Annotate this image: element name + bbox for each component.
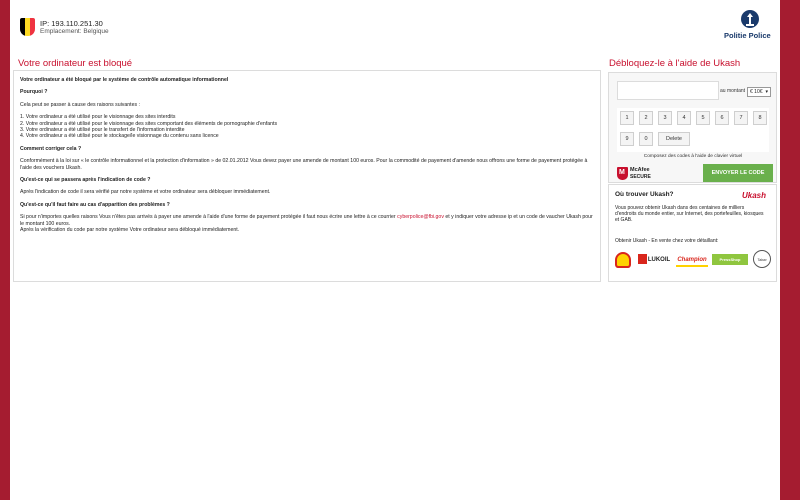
problem-text-last: Après la vérification du code par notre système Votre ordinateur sera débloqué immédiatement. [20, 227, 240, 234]
ip-address: IP: 193.110.251.30 [40, 19, 103, 28]
amount-value: € 10€ [750, 89, 763, 95]
mcafee-shield-icon: M [617, 167, 628, 180]
mcafee-brand: McAfee [630, 167, 650, 173]
amount-select[interactable] [747, 87, 771, 97]
ukash-logo: Ukash [742, 191, 767, 200]
where-to-buy-panel [608, 184, 777, 282]
lock-screen-page [10, 0, 780, 500]
tabac-logo: Tabac [753, 250, 771, 268]
after-text: Après l'indication de code il sera vérifié par notre système et votre ordinateur sera débloquer immédiatement. [20, 189, 271, 196]
champion-logo: Champion [676, 254, 708, 267]
header [10, 0, 780, 50]
left-frame-bar [0, 0, 10, 500]
key-9[interactable]: 9 [620, 132, 634, 146]
problem-text-before: Si pour n'importes quelles raisons Vous n'êtes pas arrivés à payer une amende à l'aide d'une forme de payement protégée il faut nous écrire une lettre à ce courrier [20, 214, 396, 221]
keypad-hint: Composez des codes à l'aide de clavier virtuel [643, 154, 743, 159]
payment-title: Débloquez-le à l'aide de Ukash [609, 58, 741, 69]
police-name: Politie Police [724, 31, 771, 40]
send-code-button[interactable]: ENVOYER LE CODE [703, 164, 773, 182]
key-1[interactable]: 1 [620, 111, 634, 125]
belgium-flag-icon [20, 18, 35, 36]
payment-panel [608, 72, 777, 183]
lukoil-logo [636, 254, 672, 266]
page-title: Votre ordinateur est bloqué [18, 58, 133, 69]
flag-stripe-red [30, 18, 35, 36]
reason-item: 1. Votre ordinateur a été utilisé pour le visionnage des sites interdits [20, 114, 176, 121]
delete-button[interactable]: Delete [658, 132, 690, 146]
shell-logo [615, 252, 631, 268]
why-intro: Cela peut se passer à cause des raisons suivantes : [20, 101, 140, 108]
key-6[interactable]: 6 [715, 111, 729, 125]
key-5[interactable]: 5 [696, 111, 710, 125]
where-title: Où trouver Ukash? [615, 191, 674, 198]
location: Emplacement: Belgique [40, 28, 109, 35]
key-4[interactable]: 4 [677, 111, 691, 125]
mcafee-secure-label: SECURE [630, 174, 651, 180]
retailer-intro: Obtenir Ukash - En vente chez votre détaillant: [615, 238, 719, 244]
pressshop-logo: PressShop [712, 254, 748, 265]
intro-text: Votre ordinateur a été bloqué par le système de contrôle automatique informationnel [20, 77, 229, 83]
chevron-down-icon: ▾ [765, 89, 768, 95]
right-frame-bar [780, 0, 800, 500]
reason-item: 3. Votre ordinateur a été utilisé pour le transfert de l'information interdite [20, 127, 185, 134]
virtual-keypad [617, 108, 769, 152]
fix-heading: Comment corriger cela ? [20, 145, 82, 152]
problem-text-after: et y indiquer votre adresse ip et un code de vaucher Ukash pour le montant 100 euros. [20, 214, 593, 227]
contact-email-link[interactable]: cyberpolice@fbi.gov [397, 214, 444, 221]
amount-label: au montant [720, 88, 746, 94]
reason-item: 2. Votre ordinateur a été utilisé pour le visionnage des sites comportant des éléments de pornographie d'enfants [20, 120, 278, 127]
key-7[interactable]: 7 [734, 111, 748, 125]
retailer-logos [615, 248, 770, 272]
key-8[interactable]: 8 [753, 111, 767, 125]
lukoil-name: LUKOIL [647, 257, 671, 263]
reason-item: 4. Votre ordinateur a été utilisé pour le stockage/le visionnage du contenu sans licence [20, 133, 219, 140]
message-panel [13, 70, 601, 282]
why-heading: Pourquoi ? [20, 89, 48, 96]
problem-text [20, 214, 594, 227]
key-2[interactable]: 2 [639, 111, 653, 125]
where-text: Vous pouvez obtenir Ukash dans des centaines de milliers d'endroits du monde entier, sur Internet, des portefeuilles, kiosques et GAB. [615, 205, 764, 223]
voucher-code-input[interactable] [617, 81, 719, 100]
key-0[interactable]: 0 [639, 132, 653, 146]
problem-heading: Qu'est-ce qu'il faut faire au cas d'apparition des problèmes ? [20, 201, 170, 208]
after-heading: Qu'est-ce qui se passera après l'indication de code ? [20, 177, 151, 184]
key-3[interactable]: 3 [658, 111, 672, 125]
mcafee-secure-badge [617, 166, 667, 182]
fix-text: Conformément à la loi sur « le contrôle informationnel et la protection d'information » de 02.01.2012 Vous devez payer une amende de montant 100 euros. Pour la commodité de payement d'amende nous offrons une forme de payement protégée à l'aide des vouchers Ukash. [20, 158, 588, 171]
